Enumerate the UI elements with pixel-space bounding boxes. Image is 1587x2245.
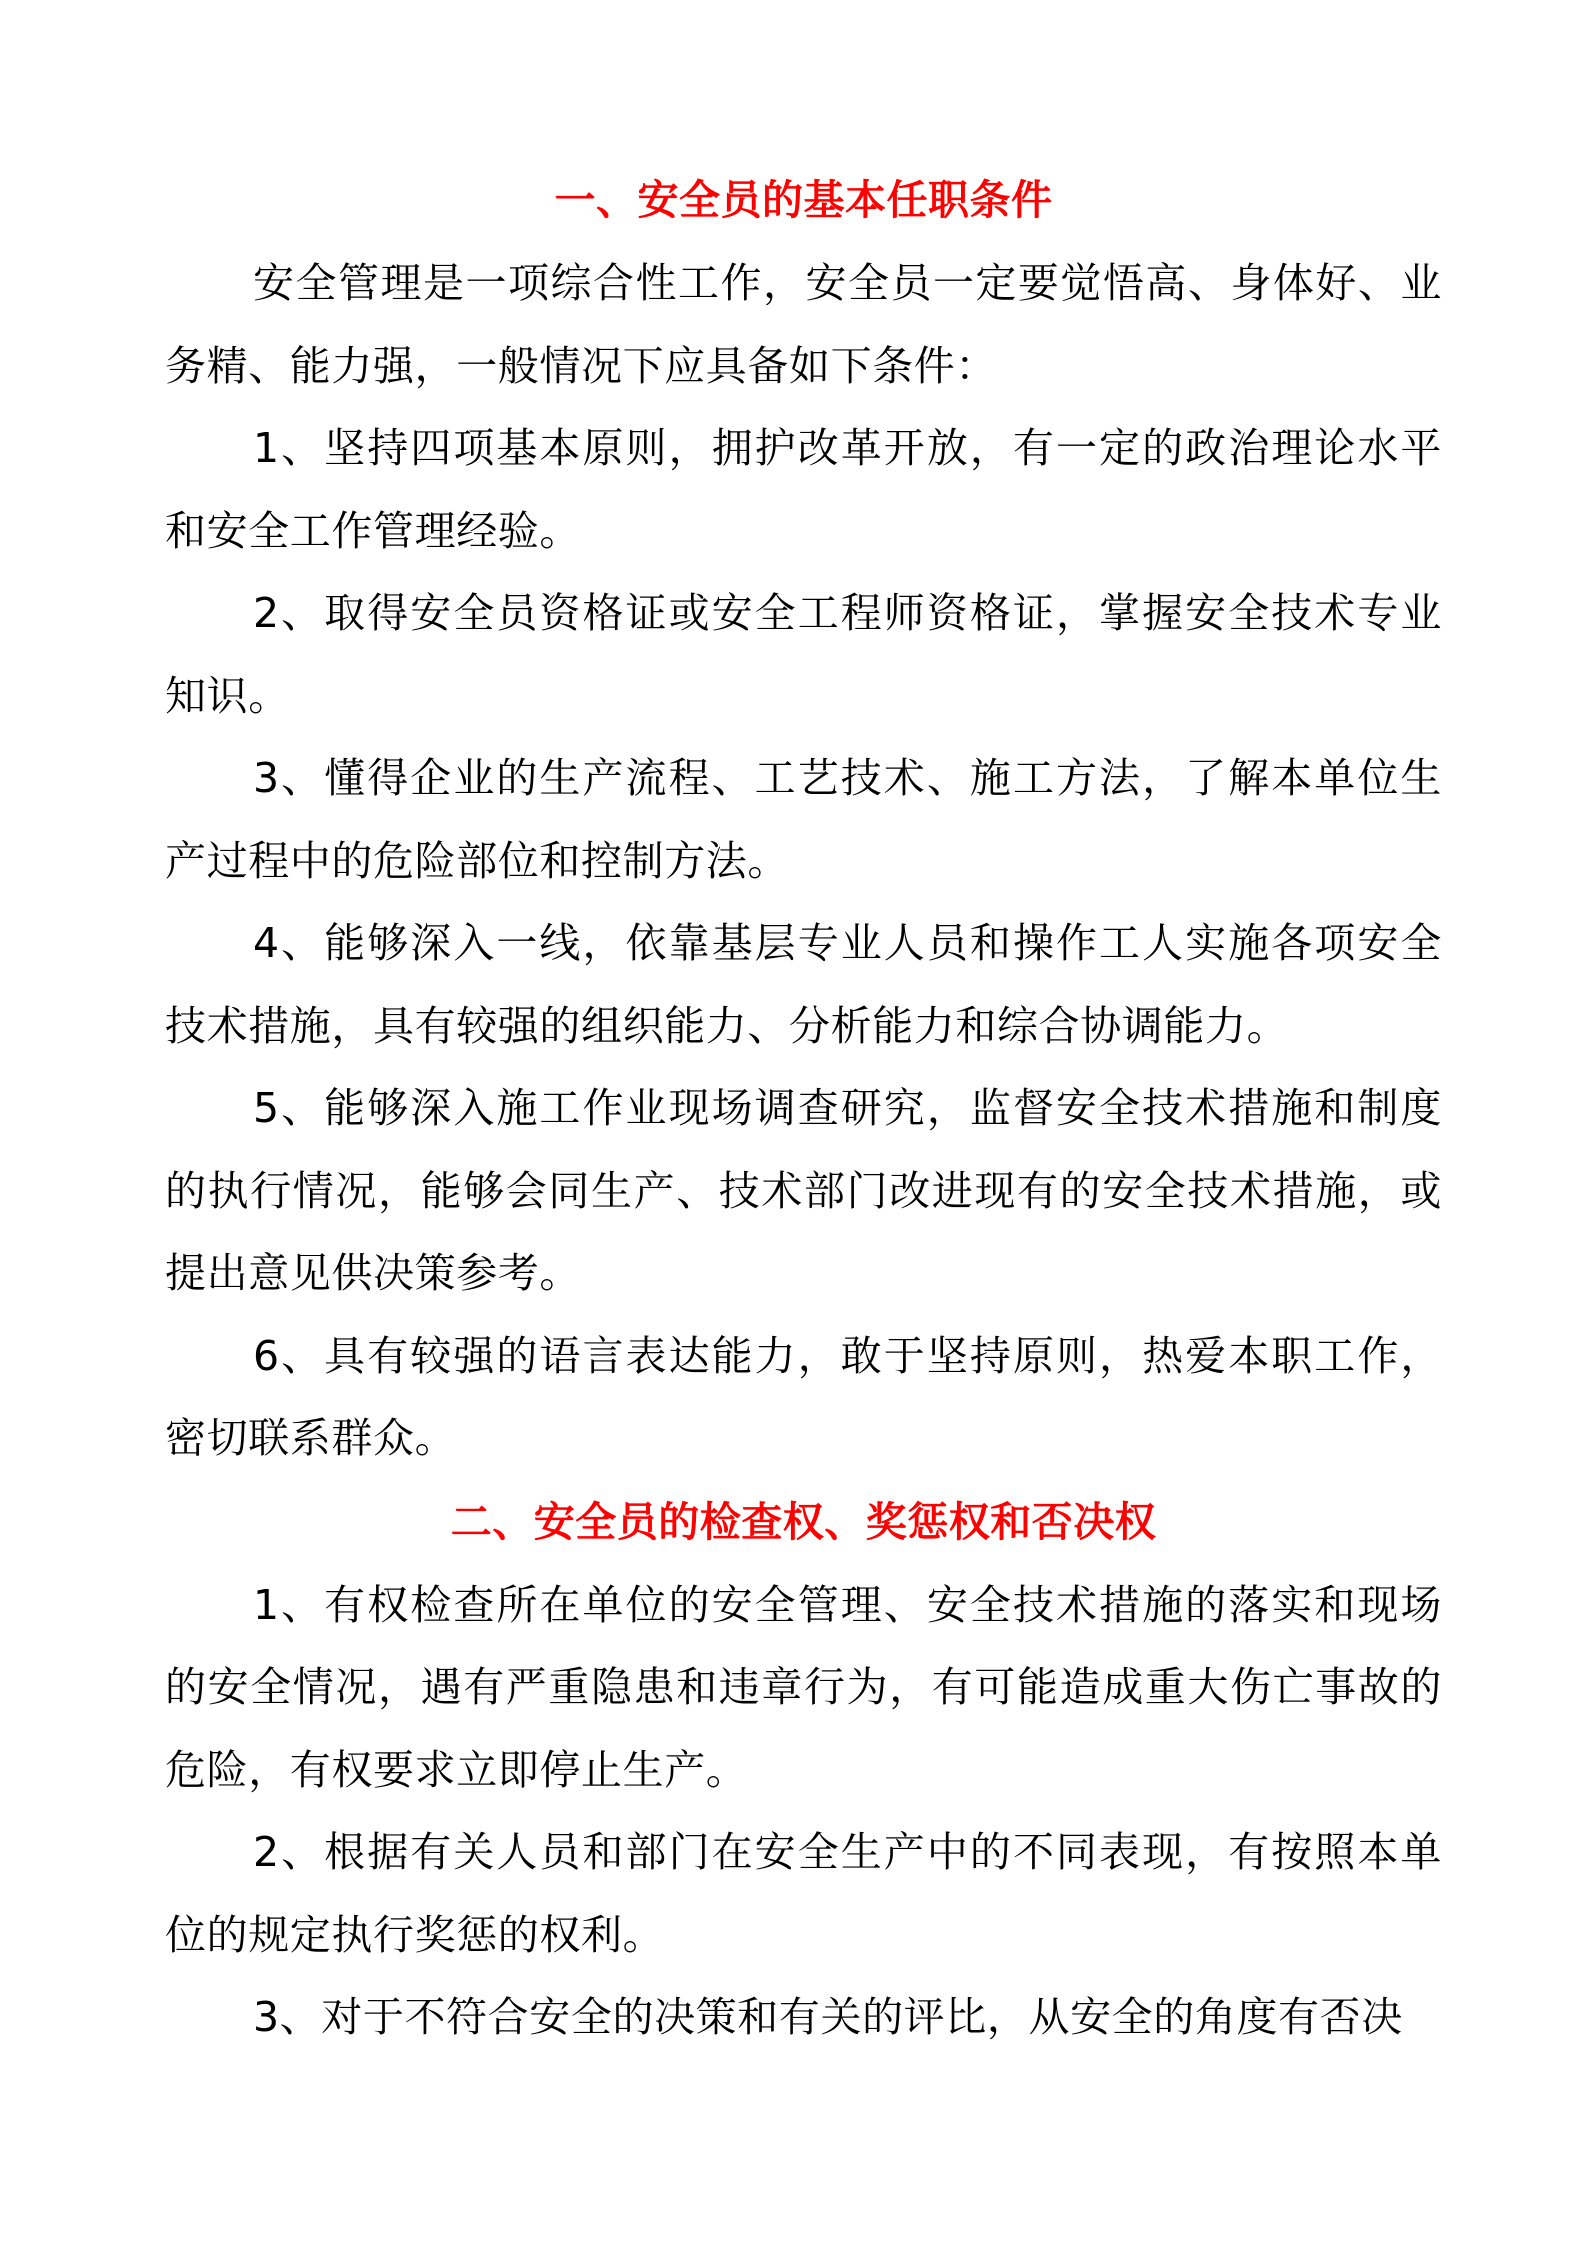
- paragraph: 安全管理是一项综合性工作，安全员一定要觉悟高、身体好、业务精、能力强，一般情况下应具备如下条件：: [165, 259, 1442, 390]
- section-authority: [165, 1480, 1442, 2059]
- document-body: [165, 158, 1442, 2059]
- paragraph: 5、能够深入施工作业现场调查研究，监督安全技术措施和制度的执行情况，能够会同生产、技术部门改进现有的安全技术措施，或提出意见供决策参考。: [165, 1084, 1442, 1297]
- paragraph: 3、对于不符合安全的决策和有关的评比，从安全的角度有否决: [253, 1993, 1403, 2041]
- paragraph: 6、具有较强的语言表达能力，敢于坚持原则，热爱本职工作，密切联系群众。: [165, 1331, 1442, 1462]
- paragraph: 2、根据有关人员和部门在安全生产中的不同表现，有按照本单位的规定执行奖惩的权利。: [165, 1828, 1442, 1959]
- section-heading: 一、安全员的基本任职条件: [554, 176, 1053, 224]
- paragraph: 3、懂得企业的生产流程、工艺技术、施工方法，了解本单位生产过程中的危险部位和控制方法。: [165, 754, 1442, 885]
- paragraph: 4、能够深入一线，依靠基层专业人员和操作工人实施各项安全技术措施，具有较强的组织能力、分析能力和综合协调能力。: [165, 919, 1442, 1050]
- section-qualifications: [165, 158, 1442, 1480]
- paragraph: 1、坚持四项基本原则，拥护改革开放，有一定的政治理论水平和安全工作管理经验。: [165, 424, 1442, 555]
- paragraph: 2、取得安全员资格证或安全工程师资格证，掌握安全技术专业知识。: [165, 589, 1442, 720]
- section-heading: 二、安全员的检查权、奖惩权和否决权: [450, 1497, 1157, 1546]
- paragraph: 1、有权检查所在单位的安全管理、安全技术措施的落实和现场的安全情况，遇有严重隐患和违章行为，有可能造成重大伤亡事故的危险，有权要求立即停止生产。: [165, 1580, 1442, 1794]
